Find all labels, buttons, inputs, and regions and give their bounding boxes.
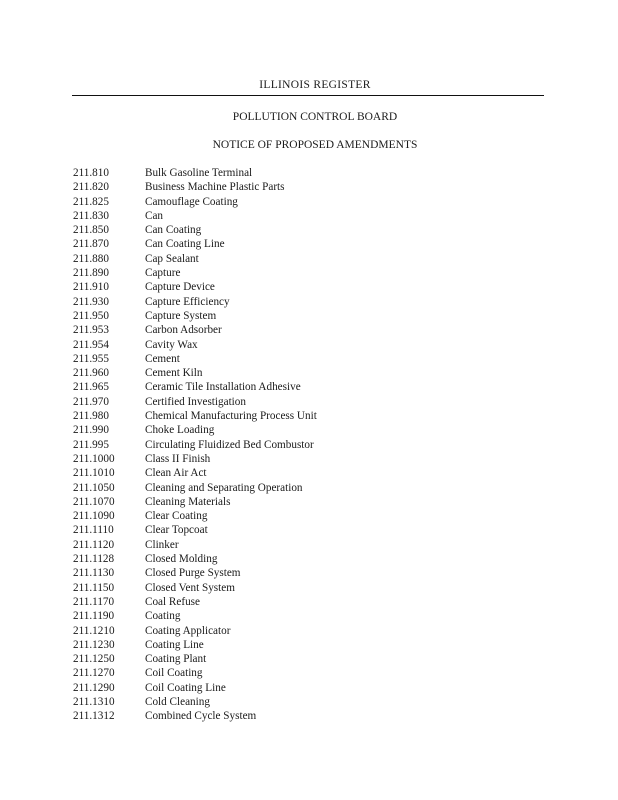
section-number: 211.910 [73,281,109,294]
definition-term: Closed Molding [145,553,218,566]
definition-term: Clinker [145,538,179,551]
definition-row [0,581,618,595]
section-number: 211.953 [73,324,109,337]
section-number: 211.810 [73,167,109,179]
definition-term: Closed Vent System [145,581,235,594]
definition-term: Coil Coating Line [145,681,226,694]
definition-term: Can Coating [145,224,202,237]
definition-row [0,395,618,409]
definition-term: Carbon Adsorber [145,324,222,337]
definition-row [0,366,618,380]
definition-term: Bulk Gasoline Terminal [145,167,253,179]
definition-row [0,338,618,352]
board-title: POLLUTION CONTROL BOARD [232,111,398,123]
section-number: 211.1230 [73,638,115,651]
section-number: 211.980 [73,410,109,423]
section-number: 211.1150 [73,581,115,594]
notice-title: NOTICE OF PROPOSED AMENDMENTS [212,139,418,151]
definition-row [0,638,618,652]
definition-term: Camouflage Coating [145,195,238,208]
definition-row [0,380,618,394]
definition-row [0,466,618,480]
section-number: 211.954 [73,338,109,351]
definition-row [0,481,618,495]
definition-term: Can Coating Line [145,238,225,251]
definition-row [0,295,618,309]
register-title: ILLINOIS REGISTER [259,79,371,91]
definition-row [0,166,618,180]
definition-row [0,438,618,452]
definition-term: Capture Efficiency [145,295,230,308]
definition-term: Clear Coating [145,510,208,523]
section-number: 211.930 [73,295,109,308]
section-number: 211.1070 [73,495,115,508]
definition-row [0,180,618,194]
section-number: 211.825 [73,195,109,208]
section-number: 211.950 [73,309,109,322]
definition-term: Coating Plant [145,653,207,666]
definition-term: Business Machine Plastic Parts [145,181,285,194]
section-number: 211.1110 [73,524,114,537]
definition-term: Cap Sealant [145,252,199,265]
definition-term: Coal Refuse [145,595,200,608]
definition-row [0,237,618,251]
definition-term: Closed Purge System [145,567,241,580]
definition-row [0,509,618,523]
definition-term: Cold Cleaning [145,695,210,708]
definition-row [0,523,618,537]
definition-row [0,352,618,366]
section-number: 211.955 [73,352,109,365]
definition-row [0,423,618,437]
definition-row [0,223,618,237]
section-number: 211.1270 [73,667,115,680]
definition-row [0,309,618,323]
definition-term: Clear Topcoat [145,524,208,537]
definition-row [0,195,618,209]
section-number: 211.890 [73,267,109,280]
definition-row [0,566,618,580]
definition-row [0,452,618,466]
definition-row [0,409,618,423]
section-number: 211.1090 [73,510,115,523]
definition-row [0,595,618,609]
definition-row [0,252,618,266]
definition-row [0,681,618,695]
section-number: 211.1120 [73,538,115,551]
definition-row [0,609,618,623]
section-number: 211.1010 [73,467,115,480]
definition-term: Chemical Manufacturing Process Unit [145,410,317,423]
definition-row [0,652,618,666]
definition-term: Coating Line [145,638,204,651]
definition-term: Cement Kiln [145,367,203,380]
header-rule [72,95,544,96]
section-number: 211.960 [73,367,109,380]
definition-term: Coating [145,610,181,623]
definition-term: Capture System [145,309,217,322]
definition-row [0,266,618,280]
definition-term: Coil Coating [145,667,203,680]
section-number: 211.1170 [73,595,115,608]
section-number: 211.1310 [73,695,115,708]
section-number: 211.1290 [73,681,115,694]
definition-term: Class II Finish [145,452,211,465]
definition-term: Combined Cycle System [145,710,257,723]
definition-row [0,280,618,294]
definition-term: Capture Device [145,281,215,294]
definition-term: Can [145,209,164,222]
section-number: 211.1250 [73,653,115,666]
definition-term: Ceramic Tile Installation Adhesive [145,381,301,394]
definition-term: Clean Air Act [145,467,207,480]
definition-row [0,323,618,337]
section-number: 211.1050 [73,481,115,494]
section-number: 211.1000 [73,452,115,465]
definition-row [0,695,618,709]
definition-term: Capture [145,267,181,280]
section-number: 211.990 [73,424,109,437]
section-number: 211.1128 [73,553,115,566]
section-number: 211.820 [73,181,109,194]
definition-term: Cement [145,352,180,365]
definition-term: Cleaning Materials [145,495,231,508]
definition-term: Choke Loading [145,424,215,437]
definition-row [0,552,618,566]
definition-row [0,666,618,680]
definition-row [0,495,618,509]
section-number: 211.830 [73,209,109,222]
definition-row [0,209,618,223]
section-number: 211.1312 [73,710,115,723]
definitions-list [0,166,618,724]
section-number: 211.965 [73,381,109,394]
section-number: 211.970 [73,395,109,408]
section-number: 211.1190 [73,610,115,623]
definition-row [0,624,618,638]
definition-row [0,709,618,723]
section-number: 211.870 [73,238,109,251]
section-number: 211.850 [73,224,109,237]
definition-term: Certified Investigation [145,395,246,408]
definition-term: Cavity Wax [145,338,198,351]
definition-term: Cleaning and Separating Operation [145,481,303,494]
definition-term: Circulating Fluidized Bed Combustor [145,438,314,451]
section-number: 211.880 [73,252,109,265]
section-number: 211.995 [73,438,109,451]
definition-term: Coating Applicator [145,624,231,637]
section-number: 211.1130 [73,567,115,580]
definition-row [0,538,618,552]
section-number: 211.1210 [73,624,115,637]
